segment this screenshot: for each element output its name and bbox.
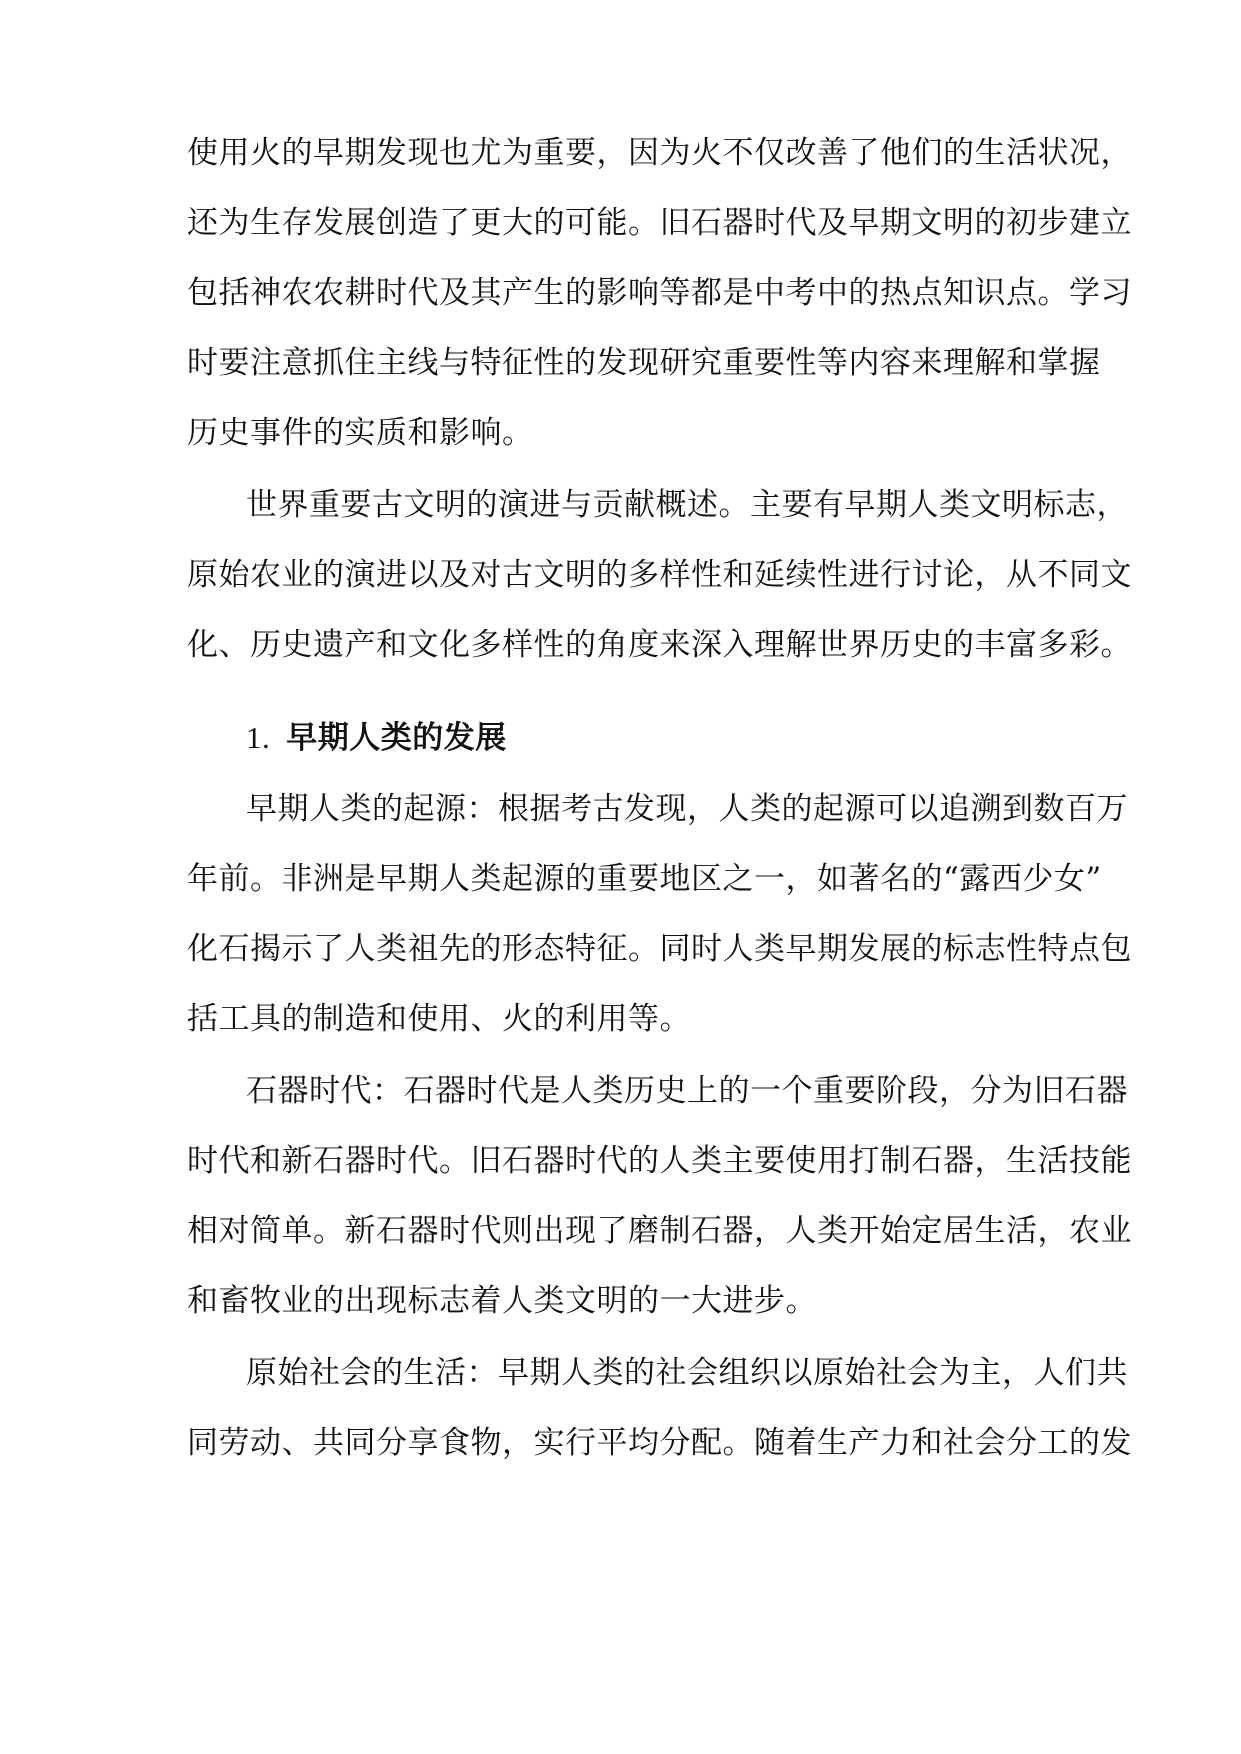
text-line: 早期人类的起源：根据考古发现，人类的起源可以追溯到数百万 — [246, 791, 1128, 827]
section-title: 早期人类的发展 — [286, 720, 507, 756]
text-line: 时代和新石器时代。旧石器时代的人类主要使用打制石器，生活技能 — [187, 1143, 1132, 1179]
section-heading — [246, 718, 507, 758]
text-line: 化、历史遗产和文化多样性的角度来深入理解世界历史的丰富多彩。 — [187, 627, 1132, 663]
text-line: 时要注意抓住主线与特征性的发现研究重要性等内容来理解和掌握 — [187, 345, 1101, 381]
text-line: 化石揭示了人类祖先的形态特征。同时人类早期发展的标志性特点包 — [187, 931, 1132, 967]
text-line: 包括神农农耕时代及其产生的影响等都是中考中的热点知识点。学习 — [187, 275, 1132, 311]
text-line: 石器时代：石器时代是人类历史上的一个重要阶段，分为旧石器 — [246, 1073, 1128, 1109]
text-line: 相对简单。新石器时代则出现了磨制石器，人类开始定居生活，农业 — [187, 1213, 1132, 1249]
text-line: 原始农业的演进以及对古文明的多样性和延续性进行讨论，从不同文 — [187, 557, 1132, 593]
text-line: 历史事件的实质和影响。 — [187, 415, 534, 451]
text-line: 同劳动、共同分享食物，实行平均分配。随着生产力和社会分工的发 — [187, 1425, 1132, 1461]
text-line: 使用火的早期发现也尤为重要，因为火不仅改善了他们的生活状况， — [187, 135, 1132, 171]
text-line: 和畜牧业的出现标志着人类文明的一大进步。 — [187, 1283, 817, 1319]
section-number: 1. — [246, 720, 271, 755]
text-line: 世界重要古文明的演进与贡献概述。主要有早期人类文明标志， — [246, 487, 1128, 523]
text-line: 还为生存发展创造了更大的可能。旧石器时代及早期文明的初步建立 — [187, 205, 1132, 241]
text-line: 年前。非洲是早期人类起源的重要地区之一，如著名的“露西少女” — [187, 861, 1102, 897]
text-line: 括工具的制造和使用、火的利用等。 — [187, 1001, 691, 1037]
text-line: 原始社会的生活：早期人类的社会组织以原始社会为主，人们共 — [246, 1355, 1128, 1391]
